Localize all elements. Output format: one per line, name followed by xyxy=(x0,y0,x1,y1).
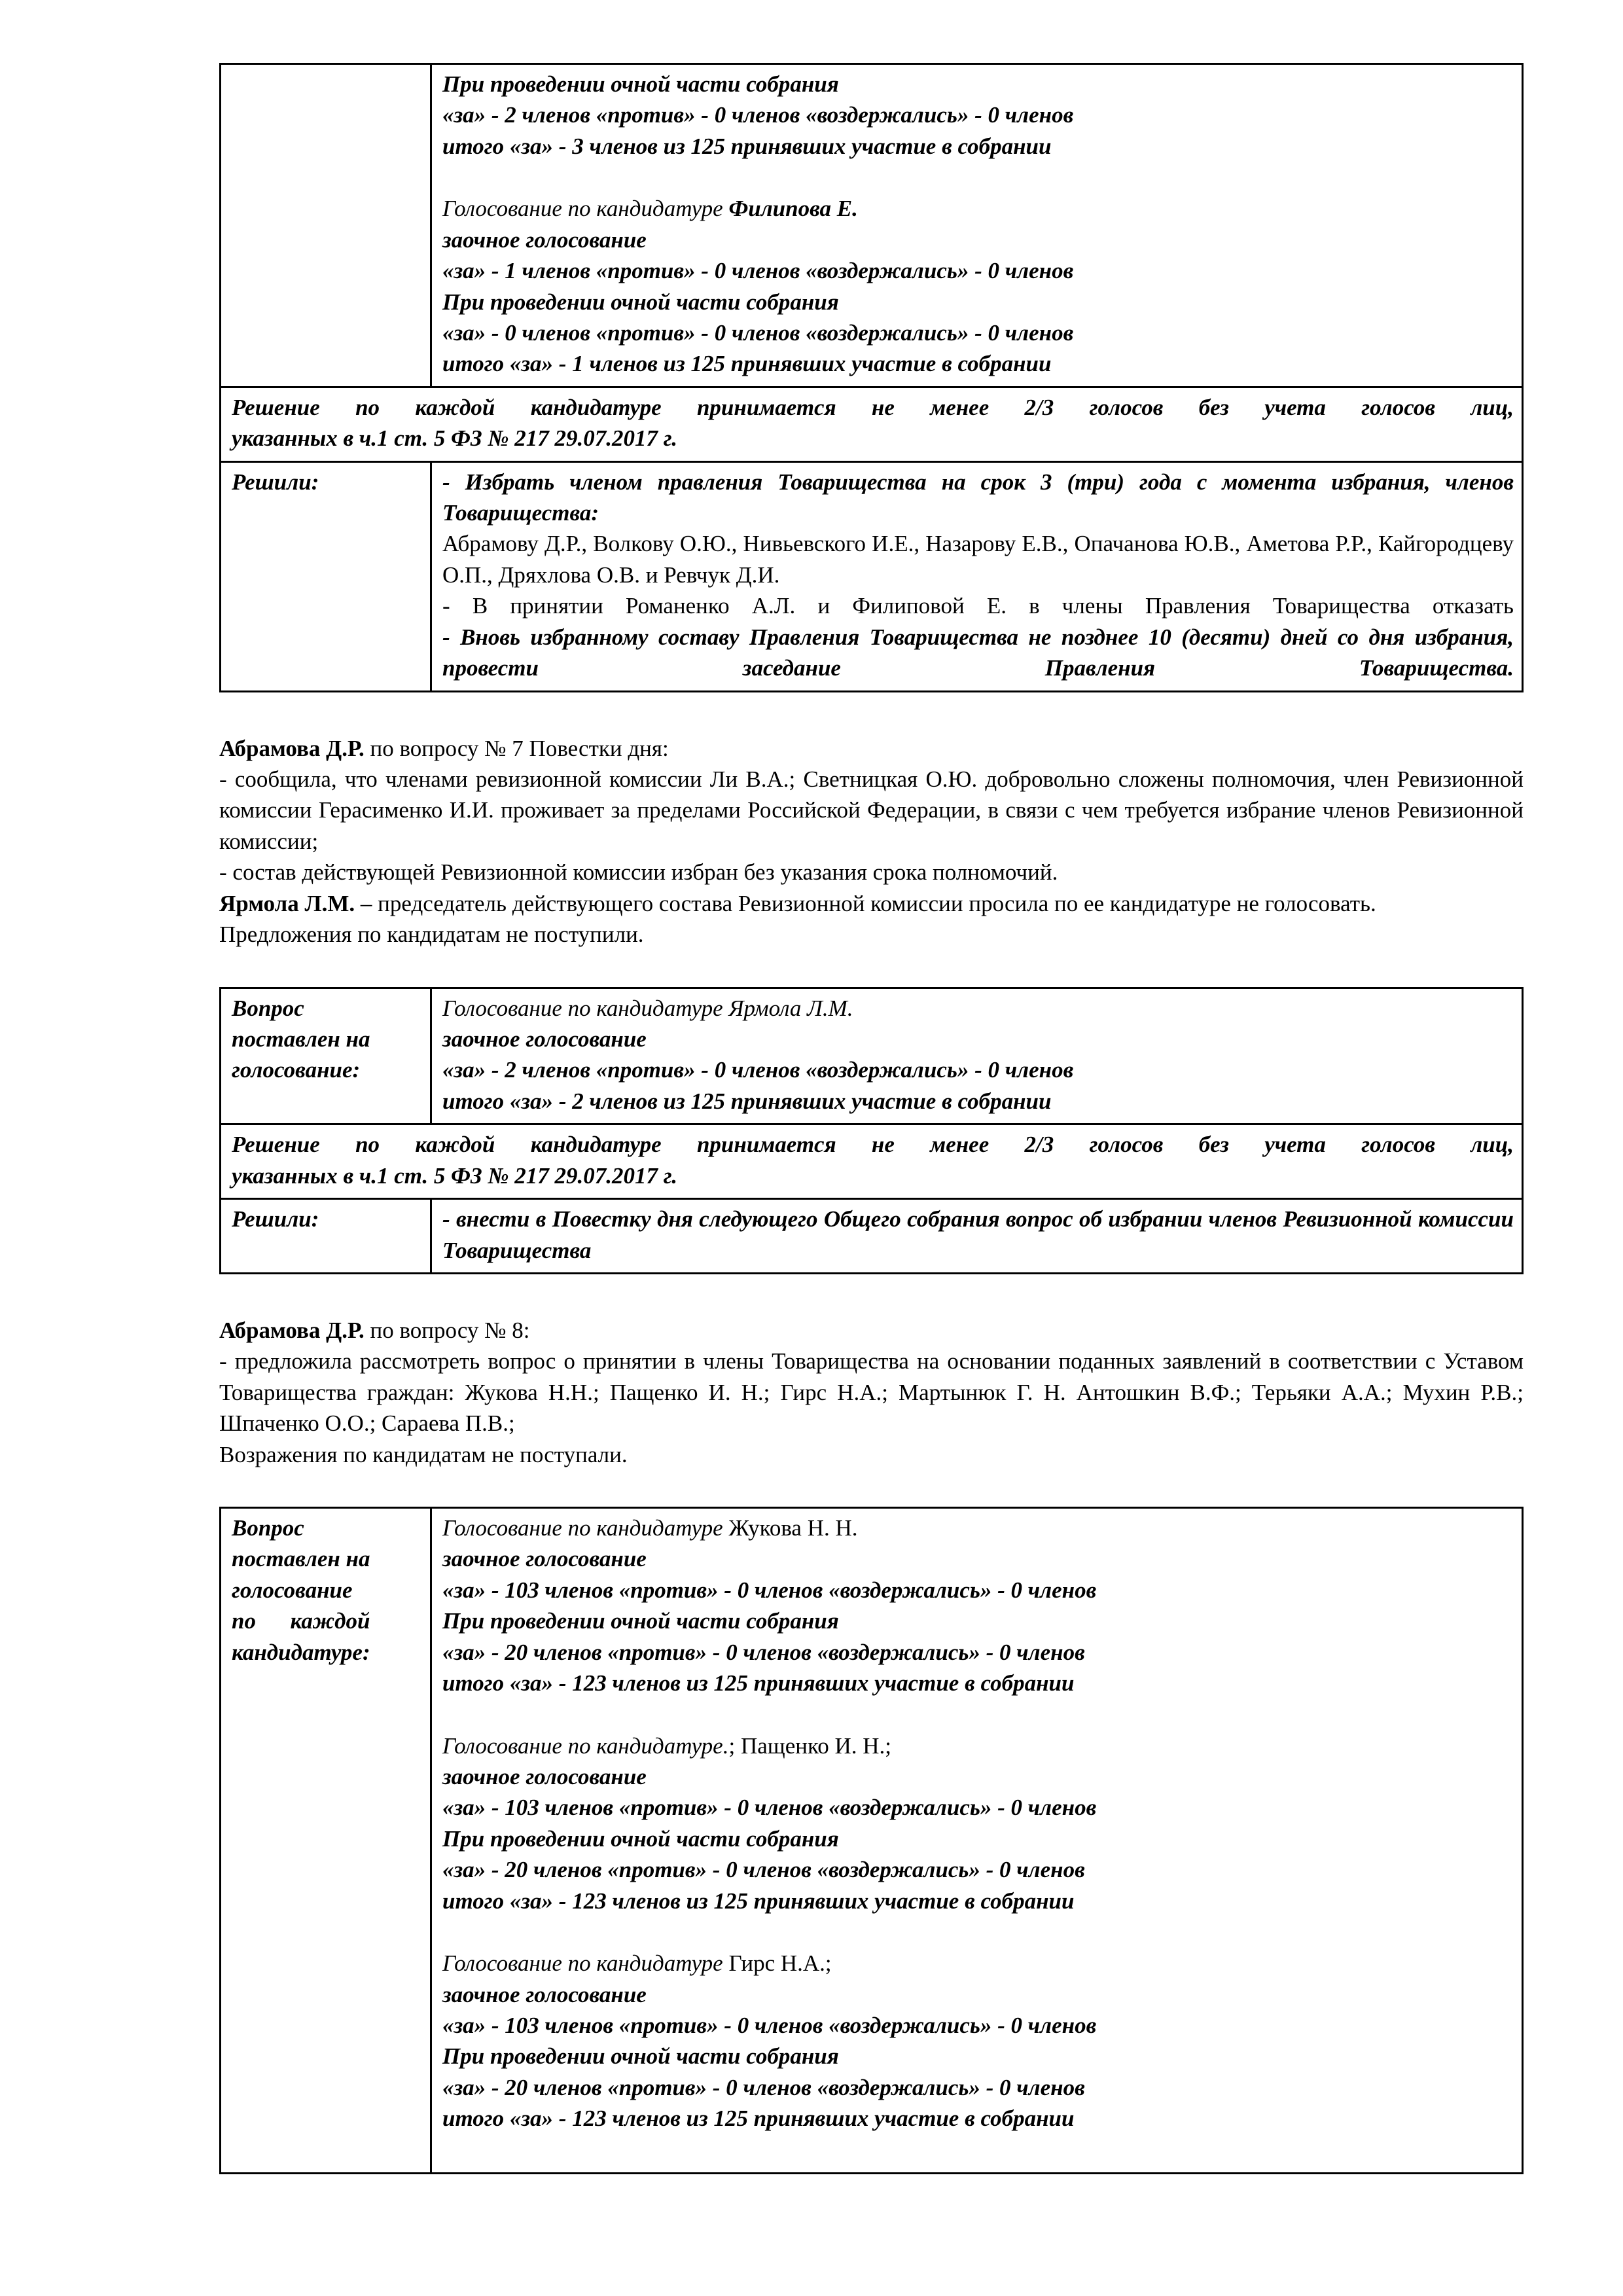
vote-candidate-name: Филипова Е. xyxy=(728,196,858,222)
vote-line-total: итого «за» - 123 членов из 125 принявших участие в собрании xyxy=(442,2106,1075,2132)
item-8-paragraph-1: - предложила рассмотреть вопрос о принятии в члены Товарищества на основании поданных заявлений в соответствии с Уставом Товарищества граждан: Жукова Н.Н.; Пащенко И. Н.; Гирс Н.А.; Мартынюк Г. Н. Антошкин В.Ф.; Терьяки А.А.; Мухин Р.В.; Шпаченко О.О.; Сараева П.В.; xyxy=(219,1348,1524,1437)
vote-line-absentee-counts: «за» - 2 членов «против» - 0 членов «воздержались» - 0 членов xyxy=(442,1057,1074,1083)
item-7-paragraph-3 xyxy=(219,888,1524,919)
spacer xyxy=(219,950,1524,987)
candidate-vote-block xyxy=(442,1513,1514,1699)
item-7-speaker-2: Ярмола Л.М. xyxy=(219,890,355,916)
question-label-line2: поставлен на xyxy=(232,1026,370,1052)
item-7-paragraph-1: - сообщила, что членами ревизионной комиссии Ли В.А.; Светницкая О.Ю. добровольно сложены полномочия, член Ревизионной комиссии Герасименко И.И. проживает за пределами Российской Федерации, в связи с чем требуется избрание членов Ревизионной комиссии; xyxy=(219,766,1524,854)
table-row xyxy=(221,1199,1523,1274)
decision-paragraph-elect: - Избрать членом правления Товарищества на срок 3 (три) года с момента избрания, членов Товарищества: xyxy=(442,469,1514,526)
item-8-heading xyxy=(219,1315,1524,1346)
decision-rule-note-line2: указанных в ч.1 ст. 5 ФЗ № 217 29.07.2017 г. xyxy=(232,1162,677,1189)
question-label-line3: голосование xyxy=(232,1577,353,1603)
vote-candidate-heading-prefix: Голосование по кандидатуре xyxy=(442,1515,729,1541)
decision-paragraph-names: Абрамову Д.Р., Волкову О.Ю., Нивьевского И.Е., Назарову Е.В., Опачанова Ю.В., Аметова Р.Р., Кайгородцеву О.П., Дряхлова О.В. и Ревчук Д.И. xyxy=(442,531,1514,588)
candidate-vote-block xyxy=(442,1948,1514,2134)
vote-details-cell xyxy=(431,64,1523,387)
question-label-line1: Вопрос xyxy=(232,1515,304,1541)
vote-details-cell xyxy=(431,1508,1523,2174)
vote-line-inperson-label: При проведении очной части собрания xyxy=(442,1825,839,1852)
vote-line-inperson-label: При проведении очной части собрания xyxy=(442,2043,839,2070)
vote-candidate-heading-prefix: Голосование по кандидатуре. xyxy=(442,1732,729,1759)
spacer xyxy=(219,692,1524,733)
vote-candidate-heading-prefix: Голосование по кандидатуре xyxy=(442,1950,729,1977)
vote-line-total: итого «за» - 3 членов из 125 принявших участие в собрании xyxy=(442,133,1052,159)
item-8-heading-rest: по вопросу № 8: xyxy=(364,1317,530,1343)
item-7-paragraph-2: - состав действующей Ревизионной комиссии избран без указания срока полномочий. xyxy=(219,859,1058,886)
question-label-cell xyxy=(221,988,431,1124)
vote-line-absentee-label: заочное голосование xyxy=(442,1763,647,1789)
vote-line-absentee-label: заочное голосование xyxy=(442,1026,647,1052)
item-7-heading-rest: по вопросу № 7 Повестки дня: xyxy=(364,735,669,761)
vote-candidate-heading xyxy=(442,993,1514,1024)
item-8-speaker: Абрамова Д.Р. xyxy=(219,1317,365,1343)
vote-details-cell xyxy=(431,988,1523,1124)
question-label-line2: поставлен на xyxy=(232,1546,370,1572)
vote-candidate-name: Гирс Н.А.; xyxy=(728,1950,832,1977)
item-7-speaker: Абрамова Д.Р. xyxy=(219,735,365,761)
empty-label-cell xyxy=(221,64,431,387)
decision-rule-note xyxy=(221,1124,1523,1199)
decision-paragraph-meeting: - Вновь избранному составу Правления Товарищества не позднее 10 (десяти) дней со дня избрания, провести заседание Правления Товарищества. xyxy=(442,624,1514,681)
vote-line-total: итого «за» - 2 членов из 125 принявших участие в собрании xyxy=(442,1088,1052,1114)
table-row xyxy=(221,387,1523,461)
vote-table-board xyxy=(219,63,1524,692)
vote-line-total: итого «за» - 123 членов из 125 принявших участие в собрании xyxy=(442,1670,1075,1696)
vote-line-absentee-label: заочное голосование xyxy=(442,1981,647,2007)
question-label-line4: по каждой xyxy=(232,1608,370,1634)
vote-line-inperson-counts: «за» - 20 членов «против» - 0 членов «воздержались» - 0 членов xyxy=(442,2074,1085,2100)
decision-rule-note-line1: Решение по каждой кандидатуре принимается не менее 2/3 голосов без учета голосов лиц, xyxy=(232,1132,1514,1158)
vote-candidate-heading-prefix: Голосование по кандидатуре xyxy=(442,196,729,222)
decision-paragraph-refuse: - В принятии Романенко А.Л. и Филиповой Е. в члены Правления Товарищества отказать xyxy=(442,593,1514,619)
candidate-vote-block xyxy=(442,1731,1514,1917)
vote-line-inperson-label: При проведении очной части собрания xyxy=(442,1608,839,1634)
question-label-line5: кандидатуре: xyxy=(232,1639,370,1665)
decision-rule-note-line1: Решение по каждой кандидатуре принимается не менее 2/3 голосов без учета голосов лиц, xyxy=(232,394,1514,420)
vote-candidate-heading-prefix: Голосование по кандидатуре xyxy=(442,995,729,1021)
vote-line-inperson-counts: «за» - 20 членов «против» - 0 членов «воздержались» - 0 членов xyxy=(442,1857,1085,1883)
question-label-cell xyxy=(221,1508,431,2174)
vote-candidate-heading xyxy=(442,1731,1514,1761)
vote-candidate-heading xyxy=(442,1948,1514,1979)
spacer xyxy=(219,1470,1524,1507)
vote-candidate-heading xyxy=(442,1513,1514,1543)
item-7-heading xyxy=(219,733,1524,764)
decision-content-cell: - внести в Повестку дня следующего Общего собрания вопрос об избрании членов Ревизионной комиссии Товарищества xyxy=(431,1199,1523,1274)
blank-line xyxy=(442,162,1514,193)
vote-line-inperson-counts-2: «за» - 0 членов «против» - 0 членов «воздержались» - 0 членов xyxy=(442,319,1074,346)
vote-line-absentee-counts: «за» - 103 членов «против» - 0 членов «воздержались» - 0 членов xyxy=(442,2012,1097,2038)
item-8-paragraph-2: Возражения по кандидатам не поступали. xyxy=(219,1441,628,1467)
blank-line xyxy=(442,1916,1514,1948)
decision-rule-note-line2: указанных в ч.1 ст. 5 ФЗ № 217 29.07.2017 г. xyxy=(232,425,677,452)
vote-line-total-2: итого «за» - 1 членов из 125 принявших участие в собрании xyxy=(442,351,1052,377)
table-row xyxy=(221,1124,1523,1199)
blank-line xyxy=(442,2134,1514,2166)
vote-table-revision xyxy=(219,987,1524,1274)
vote-line-inperson-counts: «за» - 2 членов «против» - 0 членов «воздержались» - 0 членов xyxy=(442,102,1074,128)
vote-line-absentee-counts: «за» - 103 членов «против» - 0 членов «воздержались» - 0 членов xyxy=(442,1577,1097,1603)
vote-candidate-name: ; Пащенко И. Н.; xyxy=(728,1732,891,1759)
vote-line-total: итого «за» - 123 членов из 125 принявших участие в собрании xyxy=(442,1888,1075,1914)
vote-line-absentee-label: заочное голосование xyxy=(442,1546,647,1572)
table-row xyxy=(221,988,1523,1124)
page-content xyxy=(219,63,1524,2174)
vote-candidate-name: Ярмола Л.М. xyxy=(728,995,853,1021)
question-label-line1: Вопрос xyxy=(232,995,304,1021)
vote-line-inperson-label: При проведении очной части собрания xyxy=(442,71,839,97)
vote-line-absentee-label: заочное голосование xyxy=(442,226,647,253)
item-7-paragraph-3-rest: – председатель действующего состава Ревизионной комиссии просила по ее кандидатуре не голосовать. xyxy=(355,890,1376,916)
table-row xyxy=(221,64,1523,387)
vote-line-inperson-counts: «за» - 20 членов «против» - 0 членов «воздержались» - 0 членов xyxy=(442,1639,1085,1665)
decision-rule-note xyxy=(221,387,1523,461)
decision-content-cell xyxy=(431,461,1523,691)
table-row xyxy=(221,1508,1523,2174)
question-label-line3: голосование: xyxy=(232,1057,361,1083)
section-item-7 xyxy=(219,733,1524,950)
vote-table-members xyxy=(219,1507,1524,2174)
blank-line xyxy=(442,1699,1514,1731)
section-item-8 xyxy=(219,1315,1524,1470)
vote-candidate-heading xyxy=(442,193,1514,224)
vote-line-absentee-counts: «за» - 1 членов «против» - 0 членов «воздержались» - 0 членов xyxy=(442,258,1074,284)
decision-label: Решили: xyxy=(221,461,431,691)
vote-candidate-name: Жукова Н. Н. xyxy=(728,1515,858,1541)
table-row xyxy=(221,461,1523,691)
item-7-paragraph-4: Предложения по кандидатам не поступили. xyxy=(219,922,644,948)
vote-line-absentee-counts: «за» - 103 членов «против» - 0 членов «воздержались» - 0 членов xyxy=(442,1795,1097,1821)
vote-line-inperson-label-2: При проведении очной части собрания xyxy=(442,289,839,315)
spacer xyxy=(219,1274,1524,1315)
decision-label: Решили: xyxy=(221,1199,431,1274)
